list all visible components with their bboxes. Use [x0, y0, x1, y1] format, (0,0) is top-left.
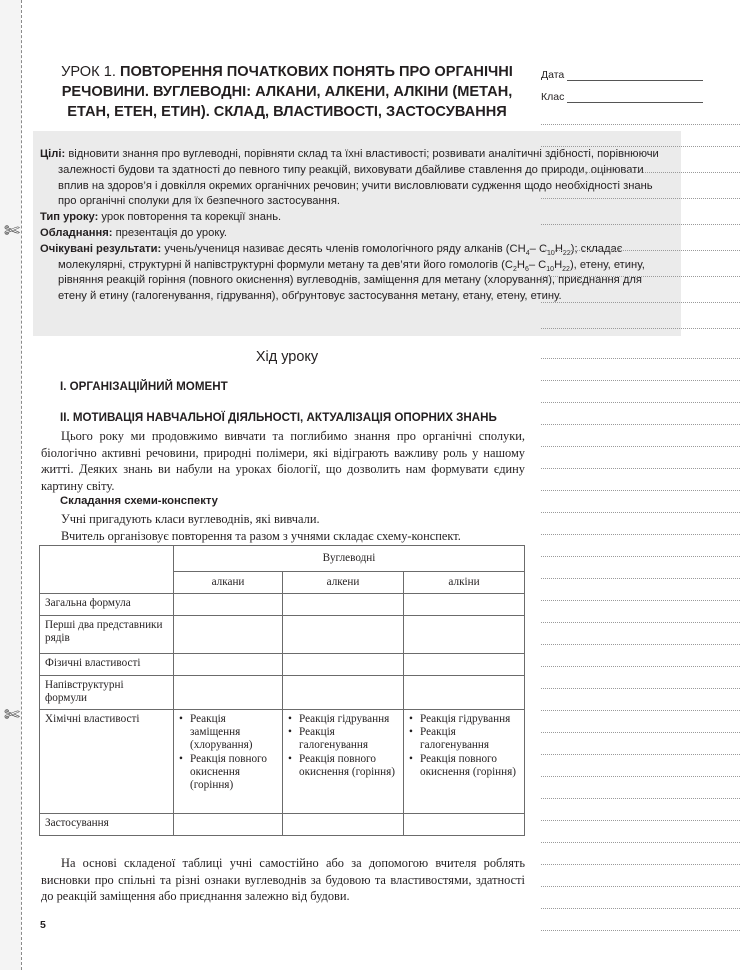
paragraph: На основі складеної таблиці учні самостійно або за допомогою вчителя роблять висновки про спільні та різні ознаки вуглеводнів за будовою та властивостями, здатності до реакцій заміщення або приєднання залежно від будови.	[41, 856, 525, 904]
lesson-type-text: урок повторення та корекції знань.	[101, 211, 282, 224]
note-line	[541, 622, 740, 623]
list-item: • Реакція гідрування	[288, 713, 398, 726]
class-field[interactable]	[541, 91, 703, 103]
page-number: 5	[40, 919, 46, 931]
conclusion-paragraph	[41, 855, 525, 905]
goals	[40, 147, 668, 210]
row-label: Застосування	[40, 814, 174, 836]
note-line	[541, 490, 740, 491]
list-item: • Реакція повного окиснення (горіння)	[179, 753, 277, 793]
note-line	[541, 886, 740, 887]
table-row	[40, 594, 525, 616]
note-line	[541, 468, 740, 469]
note-line	[541, 446, 740, 447]
results-part2: ); складає молекулярні, структурні й напівструктурні формули метану та дев’яти його гомологів (	[58, 242, 623, 271]
note-line	[541, 600, 740, 601]
note-line	[541, 776, 740, 777]
subheading-scheme: Складання схеми-конспекту	[60, 495, 218, 507]
note-line	[541, 358, 740, 359]
note-line	[541, 146, 740, 147]
date-field[interactable]	[541, 69, 703, 81]
results-label: Очікувані результати:	[40, 242, 162, 255]
class-label: Клас	[541, 91, 565, 103]
alkane-formula: $CH_4-$ $C_{10}H_{22}$	[509, 242, 571, 258]
scissors-icon: ✄	[4, 705, 20, 726]
lesson-type-label: Тип уроку:	[40, 211, 99, 224]
lesson-title	[52, 62, 522, 122]
results-part1: учень/учениця називає десять членів гомологічного ряду алканів (	[164, 242, 510, 255]
note-line	[541, 710, 740, 711]
row-label: Хімічні властивості	[40, 710, 174, 814]
scheme-paragraphs	[41, 511, 525, 544]
note-line	[541, 402, 740, 403]
equipment	[40, 226, 668, 242]
date-line	[567, 69, 703, 81]
chem-alkenes-cell	[283, 710, 404, 814]
table-group-header: Вуглеводні	[174, 546, 525, 572]
equipment-label: Обладнання:	[40, 226, 113, 239]
note-line	[541, 328, 740, 329]
list-item: • Реакція гідрування	[409, 713, 519, 726]
note-line	[541, 250, 740, 251]
note-line	[541, 842, 740, 843]
note-line	[541, 302, 740, 303]
note-line	[541, 424, 740, 425]
row-label: Напівструктурні формули	[40, 676, 174, 710]
list-item: • Реакція галогенування	[409, 726, 519, 752]
table-row	[40, 616, 525, 654]
scissors-icon: ✄	[4, 221, 20, 242]
cut-line	[21, 0, 22, 970]
hydrocarbons-table	[39, 545, 525, 836]
chem-alkynes-cell	[404, 710, 525, 814]
row-label: Фізичні властивості	[40, 654, 174, 676]
lesson-number: УРОК 1.	[61, 64, 116, 80]
note-line	[541, 908, 740, 909]
goals-label: Цілі:	[40, 148, 66, 160]
cut-margin	[0, 0, 21, 970]
class-line	[567, 91, 703, 103]
table-row	[40, 676, 525, 710]
note-line	[541, 172, 740, 173]
section-organizational: І. ОРГАНІЗАЦІЙНИЙ МОМЕНТ	[60, 380, 228, 393]
lesson-info	[40, 147, 668, 305]
list-item: • Реакція заміщення (хлорування)	[179, 713, 277, 753]
homolog-formula: $C_2H_6-$ $C_{10}H_{22}$	[504, 258, 570, 273]
column-header: алкени	[283, 572, 404, 594]
expected-results	[40, 242, 668, 305]
note-line	[541, 820, 740, 821]
table-corner-cell	[40, 546, 174, 594]
column-header: алкани	[174, 572, 283, 594]
results-part3: ), етену, етину, рівняння реакцій горіння (повного окиснення) вуглеводнів, заміщення для метану (хлорування), приєднання для етену й етину (галогенування, гідрування), обґрунтовує застосування метану, етану, етену, етину.	[58, 258, 645, 303]
note-line	[541, 798, 740, 799]
table-row	[40, 814, 525, 836]
row-label: Загальна формула	[40, 594, 174, 616]
motivation-paragraph	[41, 428, 525, 494]
note-line	[541, 556, 740, 557]
equipment-text: презентація до уроку.	[115, 226, 227, 239]
date-label: Дата	[541, 69, 565, 81]
paragraph: Вчитель організовує повторення та разом з учнями складає схему-конспект.	[61, 528, 461, 543]
note-line	[541, 380, 740, 381]
note-line	[541, 534, 740, 535]
note-line	[541, 644, 740, 645]
column-header: алкіни	[404, 572, 525, 594]
note-line	[541, 512, 740, 513]
table-row	[40, 710, 525, 814]
note-line	[541, 930, 740, 931]
list-item: • Реакція повного окиснення (горіння)	[409, 753, 519, 779]
note-line	[541, 732, 740, 733]
row-label: Перші два представники рядів	[40, 616, 174, 654]
chem-alkanes-cell	[174, 710, 283, 814]
note-line	[541, 864, 740, 865]
goals-text: відновити знання про вуглеводні, порівняти склад та їхні властивості; розвивати аналітичні здібності, порівнюючи залежності будови та здатності до певного типу реакцій, виховувати дбайливе ставлення до природи, оцінювати вплив на здоров’я і довкілля окремих органічних речовин; учити висловлювати судження щодо необхідності знань про органічні сполуки для їх безпечного застосування.	[58, 148, 659, 208]
note-line	[541, 224, 740, 225]
paragraph: Цього року ми продовжимо вивчати та поглибимо знання про органічні сполуки, біологічно активні речовини, природні полімери, які відіграють важливу роль у нашому житті. Деяких знань ви набули на уроках біології, що дозволить нам формувати єдину картину світу.	[41, 429, 525, 493]
note-line	[541, 688, 740, 689]
note-line	[541, 754, 740, 755]
note-line	[541, 666, 740, 667]
list-item: • Реакція повного окиснення (горіння)	[288, 753, 398, 779]
paragraph: Учні пригадують класи вуглеводнів, які вивчали.	[61, 512, 320, 526]
list-item: • Реакція галогенування	[288, 726, 398, 752]
section-motivation: ІІ. МОТИВАЦІЯ НАВЧАЛЬНОЇ ДІЯЛЬНОСТІ, АКТУАЛІЗАЦІЯ ОПОРНИХ ЗНАНЬ	[60, 411, 497, 424]
lesson-course-heading: Хід уроку	[255, 349, 319, 365]
note-line	[541, 578, 740, 579]
table-row	[40, 654, 525, 676]
note-line	[541, 276, 740, 277]
note-line	[541, 198, 740, 199]
lesson-title-text: ПОВТОРЕННЯ ПОЧАТКОВИХ ПОНЯТЬ ПРО ОРГАНІЧНІ РЕЧОВИНИ. ВУГЛЕВОДНІ: АЛКАНИ, АЛКЕНИ, АЛКІНИ (МЕТАН, ЕТАН, ЕТЕН, ЕТИН). СКЛАД, ВЛАСТИВОСТІ, ЗАСТОСУВАННЯ	[61, 64, 513, 120]
